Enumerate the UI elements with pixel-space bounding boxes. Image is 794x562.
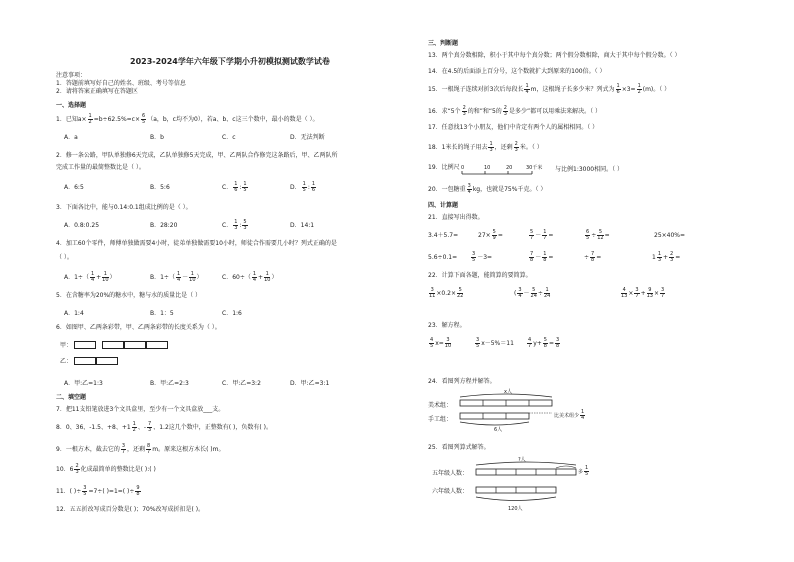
option-a: A．6:5 (64, 184, 84, 191)
calc-item: $\frac{7}{8}$ － $\frac{1}{8}$ = (530, 251, 554, 263)
question-1: 1．已知a× $\frac{1}{2}$ =b÷62.5%=c× $\frac{6}{5}$ （a，b，c均不为0），若a、b、c这三个数中，最小的数是（ ）。 (56, 113, 319, 125)
exam-title: 2023-2024学年六年级下学期小升初模拟测试数学试卷 (130, 57, 330, 66)
question-25: 25．看图列算式解答。 (428, 444, 490, 451)
option-a: A．a (64, 134, 78, 141)
option-c: C．1:6 (222, 310, 242, 317)
calc-item: $\frac{6}{5}$ ÷ $\frac{5}{12}$ = (586, 229, 610, 241)
scale-tick: 20 (506, 165, 513, 171)
question-19-rest: 与比例1:3000相同。（ ） (555, 166, 624, 173)
option-c: C． $\frac{1}{3}$ : $\frac{5}{3}$ (222, 219, 247, 231)
section-heading-choice: 一、选择题 (56, 102, 87, 109)
diagram-label-bottom: 6人 (494, 427, 503, 433)
diagram-label-grade5: 五年级人数： (432, 470, 469, 477)
question-17: 17．任意找13个小朋友，他们中肯定有两个人的属相相同。（ ） (428, 124, 599, 131)
option-d: D．无法判断 (290, 134, 325, 141)
calc-expression: ( $\frac{3}{4}$ － $\frac{5}{24}$ ÷ $\frac{1}{24}$ (514, 287, 551, 299)
option-b: B．1÷（ $\frac{1}{4}$ － $\frac{1}{10}$ ） (150, 271, 203, 283)
option-c: C．甲:乙=3:2 (222, 380, 261, 387)
question-7: 7．把11支铅笔放进3个文具盒里，至少有一个文具盒放___支。 (56, 406, 225, 413)
scale-tick: 30千米 (526, 165, 543, 171)
question-12: 12．五五折改写成百分数是( )；70%改写成折扣是( )。 (56, 506, 205, 513)
diagram-note-25: 多 $\frac{1}{5}$ (578, 465, 589, 477)
option-b: B．1：5 (150, 310, 174, 317)
question-14: 14．在4.5的后面添上百分号，这个数就扩大到原来的100倍。（ ） (428, 68, 606, 75)
option-b: B．5:6 (150, 184, 170, 191)
notice-item: 2．请将答案正确填写在答题区 (56, 88, 138, 95)
question-10: 10．6 $\frac{2}{3}$ 化成最简单的整数比是( ):( ) (56, 463, 156, 475)
diagram-label-grade6: 六年级人数： (432, 488, 469, 495)
question-18: 18．1米长的绳子用去 $\frac{1}{3}$ ，还剩 $\frac{2}{3}$ 米。（ ） (428, 141, 543, 153)
question-6: 6．如图甲、乙两条彩带，甲、乙两条彩带的长度关系为（ ）。 (56, 324, 221, 331)
option-d: D． $\frac{1}{5}$ : $\frac{1}{6}$ (290, 181, 316, 193)
calc-item: $\frac{3}{5}$ －3= (472, 251, 493, 263)
diagram-label-craft: 手工组： (428, 416, 453, 423)
ribbon-jia-label: 甲： (60, 342, 73, 349)
calc-expression: $\frac{3}{11}$ ×0.2× $\frac{5}{22}$ (429, 287, 464, 299)
option-b: B．b (150, 134, 164, 141)
equation: $\frac{4}{7}$ y+ $\frac{5}{8}$ = $\frac{3}{8}$ (528, 337, 560, 349)
section-heading-judge: 三、判断题 (428, 40, 459, 47)
option-c: C．c (222, 134, 236, 141)
question-4-line1: 4．加工60个零件，师傅单独做需要4小时，徒弟单独做需要10小时，师徒合作需要几小时？列式正确的是 (56, 240, 337, 247)
question-20: 20．一包糖重 $\frac{3}{4}$ kg，也就是75%千克。（ ） (428, 183, 547, 195)
option-a: A．1÷（ $\frac{1}{4}$ + $\frac{1}{10}$ ） (64, 271, 116, 283)
diagram-label-x: x人 (504, 389, 512, 395)
section-heading-fill: 二、填空题 (56, 394, 87, 401)
scale-tick: 0 (461, 165, 465, 171)
question-2-line1: 2．修一条公路，甲队单独修6天完成，乙队单独修5天完成，甲、乙两队合作修完这条路后，甲、乙两队所 (56, 152, 338, 159)
notice-heading: 注意事项： (56, 72, 87, 79)
question-13: 13．两个真分数相除，积小于其中每个真分数；两个假分数相除，商大于其中每个假分数。（ ） (428, 52, 681, 59)
option-c: C． $\frac{1}{6}$ : $\frac{1}{5}$ (222, 181, 247, 193)
question-16: 16．求“5个 $\frac{2}{3}$ 的和”和“5的 $\frac{2}{3}$ 是多少”都可以用乘法来解决。（ ） (428, 105, 602, 117)
notice-item: 1．答题前填写好自己的姓名、班级、考号等信息 (56, 80, 186, 87)
question-3: 3．下面各比中，能与0.14:0.1组成比例的是（ ）。 (56, 204, 192, 211)
question-15: 15．一根绳子连续对折3次后每段长 $\frac{1}{4}$ m，这根绳子长多少米？列式为 $\frac{1}{6}$ ×3= $\frac{1}{2}$ (m)。（ ） (428, 83, 671, 95)
calc-item: 25×40%= (654, 232, 686, 239)
diagram-label-art: 美术组： (428, 402, 453, 409)
option-a: A．0.8:0.25 (64, 222, 100, 229)
equation: $\frac{3}{5}$ x－5%＝11 (476, 337, 514, 349)
question-2-line2: 完成工作量的最简整数比是（ ）。 (56, 164, 145, 171)
calc-item: 3.4＋5.7= (428, 232, 459, 239)
calc-item: $\frac{5}{7}$ － $\frac{1}{7}$ = (530, 229, 554, 241)
question-24: 24．看图列方程并解答。 (428, 378, 496, 385)
diagram-note-24: 比美术组少 $\frac{1}{4}$ (554, 409, 585, 421)
question-4-line2: （ ）。 (56, 254, 73, 261)
question-23: 23．解方程。 (428, 322, 466, 329)
question-8: 8．0、36、-1.5、+8、+1 $\frac{1}{2}$ 、- $\frac{7}{3}$ 、1.2这几个数中，正整数有( )，负数有( )。 (56, 421, 272, 433)
question-11: 11．( )÷ $\frac{3}{5}$ =7÷( )=1=( )÷ $\frac{9}{8}$ (56, 485, 140, 497)
calc-item: 1 $\frac{1}{3}$ + $\frac{2}{3}$ = (652, 251, 681, 263)
equation: $\frac{4}{5}$ x= $\frac{3}{10}$ (430, 337, 452, 349)
option-d: D．14:1 (290, 222, 315, 229)
calc-item: ÷ $\frac{7}{8}$ = (584, 251, 602, 263)
section-heading-calc: 四、计算题 (428, 202, 459, 209)
calc-item: 27× $\frac{5}{9}$ = (478, 229, 503, 241)
ribbon-yi-label: 乙： (60, 358, 73, 365)
question-19-label: 19．比例尺 (428, 164, 460, 171)
option-a: A．甲:乙=1:3 (64, 380, 103, 387)
diagram-label-bottom: 120人 (508, 506, 523, 512)
diagram-label-top: ?人 (518, 457, 526, 463)
scale-bar (462, 171, 542, 177)
scale-tick: 10 (484, 165, 491, 171)
question-21: 21．直接写出得数。 (428, 214, 484, 221)
calc-expression: $\frac{4}{13}$ × $\frac{3}{7}$ + $\frac{9}{13}$ × $\frac{3}{7}$ (621, 287, 665, 299)
question-5: 5．在含糖率为20%的糖水中，糖与水的质量比是（ ） (56, 292, 202, 299)
question-9: 9．一根方木，截去它的 $\frac{3}{7}$ ，还剩 $\frac{8}{7}$ m。原来这根方木长( )m。 (56, 443, 225, 455)
calc-item: 5.6÷0.1= (428, 254, 458, 261)
option-b: B．甲:乙=2:3 (150, 380, 189, 387)
option-d: D．甲:乙=3:1 (290, 380, 330, 387)
option-a: A．1:4 (64, 310, 84, 317)
option-b: B．28:20 (150, 222, 178, 229)
question-22: 22．计算下面各题，能简算的要简算。 (428, 272, 532, 279)
option-c: C．60÷（ $\frac{1}{4}$ + $\frac{1}{10}$ ） (222, 271, 278, 283)
